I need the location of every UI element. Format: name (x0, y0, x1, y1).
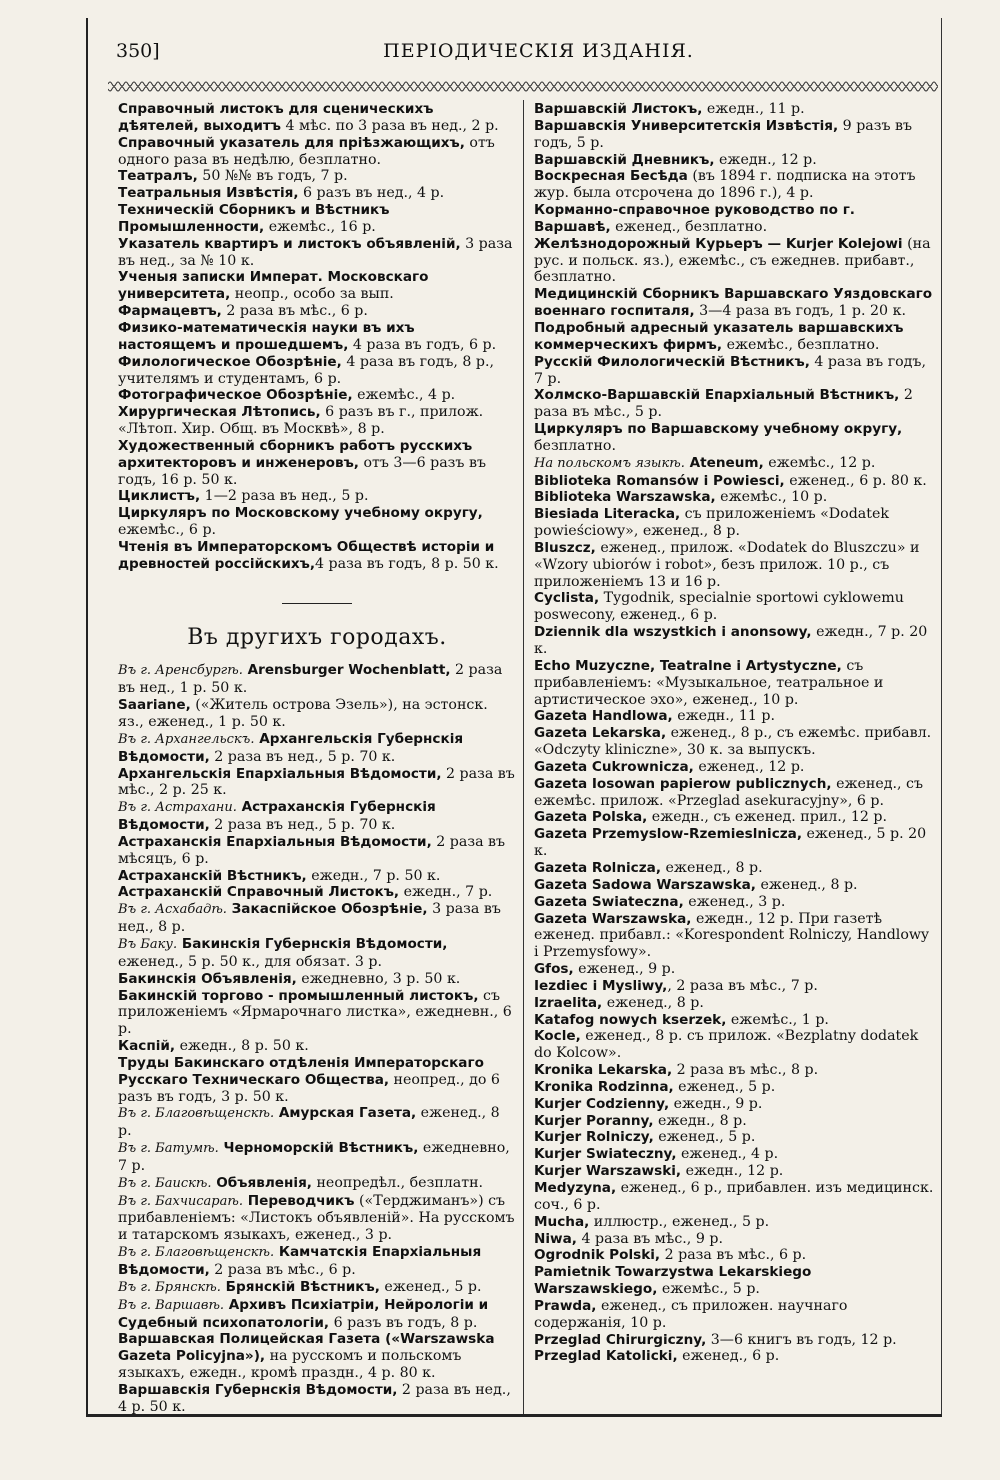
entry-details: 2 раза въ нед., 1 р. 50 к. (118, 662, 503, 697)
entry-details: 9 разъ въ годъ, 5 р. (534, 117, 913, 151)
entry (118, 868, 516, 885)
entry (118, 539, 516, 573)
entry-details: 4 раза въ годъ, 6 р. (348, 336, 497, 353)
entry-title: Циркуляръ по Московскому учебному округу, (118, 505, 483, 522)
entry-title: Объявленія, (211, 1174, 312, 1191)
entry-details: 2 раза въ мѣс., 8 р. (672, 1062, 819, 1079)
entry (118, 662, 516, 697)
entry-title: Театральныя Извѣстія, (118, 185, 299, 202)
entry (534, 236, 936, 287)
entry-title: Gazeta Handlowa, (534, 708, 673, 725)
entry-title: Echo Muzyczne, Teatralne i Artystyczne, (534, 657, 842, 674)
entry (118, 1038, 516, 1055)
entry-details: еженед., 6 р. 80 к. (784, 472, 927, 489)
entry-title: Астраханскія Губернскія Вѣдомости, (118, 799, 436, 834)
entry-title: Медицинскій Сборникъ Варшавскаго Уяздовскаго военнаго госпиталя, (534, 286, 933, 320)
entry-location: Въ г. Бахчисараѣ. (118, 1193, 243, 1209)
entry (118, 1175, 516, 1193)
entry (118, 971, 516, 988)
entry (534, 1129, 936, 1146)
entry-details: еженед., 8 р. (755, 876, 858, 893)
entry-details: отъ 3—6 разъ въ годъ, 16 р. 50 к. (118, 454, 486, 488)
entry (534, 708, 936, 725)
entry-details: ежемѣс., безплатно. (722, 336, 880, 353)
entry-details: еженед., безплатно. (610, 218, 768, 235)
entry (118, 731, 516, 766)
entry (534, 421, 936, 455)
entry-title: Астраханскій Вѣстникъ, (118, 867, 307, 884)
entry-details: 2 раза въ мѣс., 2 р. 25 к. (118, 765, 515, 799)
entry (534, 1231, 936, 1248)
entry-details: еженед., 6 р. (677, 1348, 780, 1365)
entry-details: 2 раза въ мѣс., 5 р. (534, 387, 913, 421)
entry-title: Театралъ, (118, 168, 198, 185)
entry-location: Въ г. Благовѣщенскѣ. (118, 1245, 275, 1261)
entry-details: еженед., 8 р., съ ежемѣс. прибавл. «Odczyty kliniczne», 30 к. за выпускъ. (534, 725, 932, 759)
entries-list-moscow (118, 101, 516, 573)
entry (534, 860, 936, 877)
entry-title: Варшавскія Губернскія Вѣдомости, (118, 1381, 398, 1398)
entry (534, 658, 936, 709)
entry (534, 320, 936, 354)
entry-title: Gazeta Przemyslow-Rzemieslnicza, (534, 826, 803, 843)
entry-details: 1—2 раза въ нед., 5 р. (200, 488, 369, 505)
entry-title: Бакинскія Губернскія Вѣдомости, (177, 935, 448, 952)
entry (534, 978, 936, 995)
column-divider (523, 100, 524, 1416)
entry-title: Архивъ Психіатріи, Нейрологіи и Судебный психопатологіи, (118, 1296, 489, 1331)
entry-title: Kurjer Warszawski, (534, 1163, 682, 1180)
entry-details: ежедн., 7 р. 20 к. (534, 624, 928, 657)
entry-details: ежедн., 11 р. (702, 101, 805, 117)
entry-title: Cyclista, (534, 590, 600, 607)
entry (118, 884, 516, 901)
entry (118, 438, 516, 489)
entry-details: 2 раза въ нед., 5 р. 70 к. (209, 748, 396, 765)
entry-details: ежемѣс., 5 р. (657, 1281, 760, 1298)
entry-location: Въ г. Аренсбургѣ. (118, 663, 243, 679)
entry (534, 911, 936, 962)
entry (534, 152, 936, 169)
entry (534, 168, 936, 202)
entry-title: Prawda, (534, 1297, 597, 1314)
entry-title: Закаспійское Обозрѣніе, (226, 901, 428, 918)
entry (534, 387, 936, 421)
entry-title: Medyzyna, (534, 1180, 617, 1196)
entry-title: Dziennik dla wszystkich i anonsowy, (534, 624, 812, 641)
entry-details: еженед., 12 р. (693, 758, 805, 775)
entry-location: Въ Баку. (118, 936, 178, 952)
entry-title: Biblioteka Romansów i Powiesci, (534, 472, 785, 489)
right-column (534, 101, 936, 1365)
entry-title: Iezdiec i Mysliwy, (534, 977, 668, 994)
entry-title: Желѣзнодорожный Курьеръ — Kurjer Kolejowi (534, 235, 903, 252)
bottom-rule (86, 1414, 942, 1417)
entry-title: Техническій Сборникъ и Вѣстникъ Промышленности, (118, 202, 390, 235)
entry-title: Kronika Lekarska, (534, 1062, 673, 1079)
entry (118, 936, 516, 971)
entry-details: еженед., съ приложен. научнаго содержанія, 10 р. (534, 1297, 848, 1331)
entry-details: («Терджиманъ») съ прибавленіемъ: «Листокъ объявленій». На русскомъ и татарскомъ языкахъ, еженед., 3 р. (118, 1192, 515, 1244)
entry-details: 3 раза въ нед., 8 р. (118, 901, 501, 936)
entry-details: еженед., 8 р. (118, 1105, 500, 1140)
entry (534, 776, 936, 810)
entry-title: Циклистъ, (118, 488, 201, 505)
entry (534, 1012, 936, 1029)
entry-title: Mucha, (534, 1213, 590, 1230)
entry (118, 834, 516, 868)
entry-details: ежемѣс., 1 р. (726, 1011, 829, 1028)
entry (534, 540, 936, 591)
entry-title: Каспій, (118, 1038, 176, 1055)
entry-location: На польскомъ языкѣ. (534, 455, 685, 471)
entry-details: еженед., 8 р. съ прилож. «Bezplatny dodatek do Kolcow». (534, 1028, 919, 1062)
entry-title: Arensburger Wochenblatt, (242, 662, 451, 679)
entry-details: отъ одного раза въ недѣлю, безплатно. (118, 134, 495, 168)
entry-title: Biblioteka Warszawska, (534, 489, 716, 506)
entry-title: Переводчикъ (243, 1192, 355, 1209)
entry (534, 1146, 936, 1163)
entry-location: Въ г. Асхабадѣ. (118, 902, 227, 918)
entry-title: Gfos, (534, 961, 574, 978)
entries-list-warsaw (534, 101, 936, 1365)
entry-title: Saariane, (118, 697, 191, 714)
entry-title: Варшавскій Дневникъ, (534, 151, 715, 168)
entry (118, 135, 516, 169)
entry-details: еженед., прилож. «Dodatek do Bluszczu» и «Wzory ubiorów i robot», безъ прилож. 10 р., съ приложеніемъ 13 и 16 р. (534, 539, 920, 590)
entry-details: ежедн., 11 р. (672, 708, 775, 725)
entry-location: Въ г. Варшавѣ. (118, 1297, 225, 1313)
entry (534, 894, 936, 911)
entry (534, 826, 936, 860)
entry-title: Бакинскій торгово - промышленный листокъ, (118, 987, 479, 1004)
entry-title: Przeglad Chirurgiczny, (534, 1331, 707, 1348)
entry (534, 877, 936, 894)
entry-title: Справочный листокъ для сценическихъ дѣятелей, выходитъ (118, 101, 434, 134)
entry-details: неопр., особо за вып. (230, 286, 394, 303)
entry-title: Труды Бакинскаго отдѣленія Императорскаго Русскаго Техническаго Общества, (118, 1054, 484, 1088)
entry-details: ежедн., 9 р. (669, 1095, 763, 1112)
entry-details: ежедн., 12 р. (681, 1163, 784, 1180)
entry-title: Бакинскія Объявленія, (118, 970, 297, 987)
entry-details: ежедн., 8 р. (653, 1112, 747, 1129)
entry (534, 1028, 936, 1062)
entry-details: 3 раза въ нед., за № 10 к. (118, 235, 513, 269)
entry (118, 1279, 516, 1297)
entry-details: съ приложеніемъ «Ярмарочнаго листка», ежедневн., 6 р. (118, 987, 512, 1038)
entry-details: 4 раза въ годъ, 7 р. (534, 353, 926, 387)
entry-title: Biesiada Literacka, (534, 506, 681, 523)
entry-title: Kurjer Swiateczny, (534, 1146, 677, 1163)
entry-details: 3—6 книгъ въ годъ, 12 р. (706, 1331, 897, 1348)
entry (534, 1096, 936, 1113)
entry-title: Указатель квартиръ и листокъ объявленій, (118, 235, 461, 252)
entry-details: еженед., съ ежемѣс. прилож. «Przeglad asekuracyjny», 6 р. (534, 775, 924, 809)
entry-title: Gazeta Polska, (534, 809, 648, 826)
entry-location: Въ г. Благовѣщенскѣ. (118, 1106, 275, 1122)
entry (534, 1332, 936, 1349)
entry-details: (на рус. и польск. яз.), ежемѣс., съ ежеднев. прибавт., безплатно. (534, 235, 931, 286)
entry-details: еженед., 4 р. (676, 1146, 779, 1163)
entry (534, 1180, 936, 1214)
entry-title: Przeglad Katolicki, (534, 1348, 678, 1365)
entry (118, 1382, 516, 1416)
entry (118, 1105, 516, 1140)
entry-title: Астраханскія Епархіальныя Вѣдомости, (118, 833, 432, 850)
entry-details: 6 разъ въ годъ, 8 р. (329, 1314, 478, 1331)
entry-title: Gazeta Warszawska, (534, 910, 692, 927)
entry (534, 101, 936, 118)
entry-title: Варшавскія Университетскія Извѣстія, (534, 117, 839, 134)
entry-details: 2 раза въ нед., 5 р. 70 к. (209, 817, 396, 834)
entry (118, 488, 516, 505)
entry-details: ежедн., съ еженед. прил., 12 р. (647, 809, 887, 826)
entry (534, 1079, 936, 1096)
entry-details: съ приложеніемъ «Dodatek powieściowy», еженед., 8 р. (534, 506, 889, 540)
entry (534, 1264, 936, 1298)
entry-details: еженед., 3 р. (683, 893, 786, 910)
entry (118, 1193, 516, 1245)
entry-title: Корманно-справочное руководство по г. Варшавѣ, (534, 202, 855, 235)
entry-title: Хирургическая Лѣтопись, (118, 404, 321, 421)
entry-details: 2 раза въ мѣсяцъ, 6 р. (118, 833, 506, 867)
entry-title: Kurjer Rolniczy, (534, 1129, 654, 1146)
entry (118, 387, 516, 404)
entry-title: Gazeta Sadowa Warszawska, (534, 876, 756, 893)
section-divider (282, 603, 352, 604)
entry-details: иллюстр., еженед., 5 р. (589, 1213, 770, 1230)
entry-title: Gazeta Cukrownicza, (534, 758, 694, 775)
entry-details: 4 раза въ мѣс., 9 р. (576, 1230, 723, 1247)
entry-title: Kurjer Poranny, (534, 1112, 654, 1129)
entry (534, 489, 936, 506)
entry-title: Kocle, (534, 1028, 581, 1045)
entry-details: 4 раза въ годъ, 8 р., учителямъ и студентамъ, 6 р. (118, 353, 495, 387)
entry (118, 1297, 516, 1332)
entry (118, 236, 516, 270)
entry-location: Въ г. Астрахани. (118, 800, 237, 816)
entry (118, 320, 516, 354)
entry (534, 1163, 936, 1180)
entry-details: ежемѣс., 16 р. (264, 218, 376, 235)
entry (118, 1331, 516, 1382)
entry-title: Черноморскій Вѣстникъ, (218, 1140, 419, 1157)
entry-details: ежемѣс., 12 р. (763, 454, 876, 471)
entry-location: Въ г. Архангельскъ. (118, 731, 255, 747)
entry (534, 624, 936, 658)
entry (118, 101, 516, 135)
entry-title: Gazeta Iosowan papierow publicznych, (534, 775, 832, 792)
entry-title: Фармацевтъ, (118, 303, 222, 320)
entry-details: ежедневно, 7 р. (118, 1140, 510, 1174)
entry-details: 6 разъ въ нед., 4 р. (298, 185, 445, 202)
entry-title: Брянскій Вѣстникъ, (220, 1278, 380, 1295)
entry-title: Ученыя записки Императ. Московскаго университета, (118, 269, 429, 303)
entry-details: еженед., 6 р., прибавлен. изъ медицинск. соч., 6 р. (534, 1180, 934, 1213)
entry (534, 1214, 936, 1231)
entry-title: Амурская Газета, (274, 1105, 417, 1122)
entry-details: 4 раза въ годъ, 8 р. 50 к. (315, 555, 499, 572)
entry (534, 354, 936, 388)
entry (118, 799, 516, 834)
entry-details: съ прибавленіемъ: «Музыкальное, театральное и артистическое эхо», еженед., 10 р. (534, 657, 884, 708)
entry-title: Ogrodnik Polski, (534, 1247, 661, 1264)
entry-details: 2 раза въ нед., 4 р. 50 к. (118, 1381, 511, 1415)
entry-title: Циркуляръ по Варшавскому учебному округу, (534, 421, 903, 438)
entries-list-other-cities (118, 662, 516, 1415)
entry (118, 269, 516, 303)
entry (118, 354, 516, 388)
entry (118, 1055, 516, 1106)
entry (534, 725, 936, 759)
entry-title: Русскій Филологическій Вѣстникъ, (534, 353, 810, 370)
entry-title: Фотографическое Обозрѣніе, (118, 387, 353, 404)
entry-title: Архангельскія Епархіальныя Вѣдомости, (118, 765, 442, 782)
entry (534, 1247, 936, 1264)
entry (534, 455, 936, 473)
entry-title: Астраханскій Справочный Листокъ, (118, 884, 400, 901)
entry-title: Kurjer Codzienny, (534, 1095, 670, 1112)
page-header (116, 40, 931, 74)
entry (534, 202, 936, 236)
entry (534, 118, 936, 152)
entry-details: еженед., 9 р. (573, 961, 676, 978)
entry-details: 3—4 раза въ годъ, 1 р. 20 к. (694, 303, 906, 320)
entry-title: Архангельскія Губернскія Вѣдомости, (118, 730, 464, 765)
entry-title: Воскресная Бесѣда (534, 168, 688, 185)
entry (534, 809, 936, 826)
entry-title: Izraelita, (534, 994, 603, 1011)
entry-details: еженед., 8 р. (660, 859, 763, 876)
entry (534, 506, 936, 540)
entry-title: Чтенія въ Императорскомъ Обществѣ исторіи и древностей россійскихъ, (118, 538, 495, 572)
entry-details: 2 раза въ мѣс., 6 р. (221, 303, 368, 320)
entry-details: ежедн., 12 р. При газетѣ еженед. прибавл.: «Korespondent Rolniczy, Handlowy i Przemysfowy». (534, 910, 930, 961)
entry-title: Варшавскій Листокъ, (534, 101, 703, 117)
entry-title: Камчатскія Епархіальныя Вѣдомости, (118, 1244, 482, 1278)
entry-details: 50 №№ въ годъ, 7 р. (197, 168, 348, 185)
entry-title: Kronika Rodzinna, (534, 1078, 674, 1095)
entry-title: Филологическое Обозрѣніе, (118, 353, 342, 370)
entry-title: Подробный адресный указатель варшавскихъ коммерческихъ фирмъ, (534, 319, 904, 353)
entry-details: еженед., 8 р. (602, 994, 704, 1011)
entry (118, 1244, 516, 1279)
entry (534, 286, 936, 320)
entry-details: еженед., 5 р. (379, 1278, 482, 1295)
entry (534, 1113, 936, 1130)
entry (534, 961, 936, 978)
entry (118, 202, 516, 236)
entry (118, 303, 516, 320)
entry-details: ежемѣс., 10 р. (715, 489, 828, 506)
entry-details: 2 раза въ мѣс., 6 р. (660, 1247, 807, 1264)
entry (118, 404, 516, 438)
entry-title: Ateneum, (684, 454, 764, 471)
entry-details: ежедневно, 3 р. 50 к. (296, 970, 461, 987)
entry (118, 168, 516, 185)
entry-title: Gazeta Swiateczna, (534, 893, 684, 910)
entry-details: еженед., 5 р. (653, 1129, 756, 1146)
entry-title: Katafog nowych kserzek, (534, 1011, 727, 1028)
entry-title: Gazeta Rolnicza, (534, 859, 661, 876)
left-column (118, 101, 516, 1416)
entry-details: ежедн., 12 р. (714, 151, 817, 168)
entry (534, 473, 936, 490)
entry-details: безплатно. (534, 437, 616, 454)
wavy-rule (108, 74, 938, 100)
entry-details: еженед., 5 р. 50 к., для обязат. 3 р. (118, 953, 382, 970)
entry (118, 1140, 516, 1175)
entry-location: Въ г. Батумѣ. (118, 1141, 219, 1157)
entry-details: ежемѣс., 6 р. (118, 522, 217, 539)
entry-details: ежедн., 7 р. (399, 884, 493, 901)
entry-title: Варшавская Полицейская Газета («Warszawska Gazeta Policyjna»), (118, 1331, 495, 1365)
entry-details: еженед., 5 р. 20 к. (534, 826, 927, 860)
entry-details: Tygodnik, specialnie sportowi cyklowemu poswecony, еженед., 6 р. (534, 590, 904, 624)
entry (118, 697, 516, 731)
entry-details: ежедн., 8 р. 50 к. (175, 1038, 309, 1055)
entry-title: Физико-математическія науки въ ихъ настоящемъ и прошедшемъ, (118, 319, 415, 353)
entry (534, 1062, 936, 1079)
entry-details: еженед., 5 р. (673, 1078, 776, 1095)
entry-location: Въ г. Брянскѣ. (118, 1279, 221, 1295)
entry-details: на русскомъ и польскомъ языкахъ, ежедн., кромѣ праздн., 4 р. 80 к. (118, 1348, 462, 1382)
entry-details: (въ 1894 г. подписка на этотъ жур. была отсрочена до 1896 г.), 4 р. (534, 168, 916, 202)
entry (534, 995, 936, 1012)
entry-title: Холмско-Варшавскій Епархіальный Вѣстникъ, (534, 387, 900, 404)
entry-title: Gazeta Lekarska, (534, 725, 667, 742)
entry (534, 759, 936, 776)
running-title: ПЕРІОДИЧЕСКІЯ ИЗДАНІЯ. (383, 40, 694, 62)
entry-title: Художественный сборникъ работъ русскихъ архитекторовъ и инженеровъ, (118, 437, 473, 471)
entry (118, 901, 516, 936)
entry-details: неопред., до 6 разъ въ годъ, 3 р. 50 к. (118, 1071, 500, 1105)
section-title: Въ другихъ городахъ. (187, 624, 447, 650)
page-number: 350] (116, 40, 160, 62)
entry-title: Pamietnik Towarzystwa Lekarskiego Warszawskiego, (534, 1264, 812, 1298)
entry (118, 505, 516, 539)
entry (118, 766, 516, 800)
entry-details: 2 раза въ мѣс., 6 р. (209, 1262, 356, 1278)
page-frame (86, 18, 942, 1416)
entry (534, 1348, 936, 1365)
entry-details: неопредѣл., безплатн. (311, 1174, 484, 1191)
entry (534, 1298, 936, 1332)
entry-details: 4 мѣс. по 3 раза въ нед., 2 р. (281, 117, 499, 134)
entry-location: Въ г. Бauскѣ. (118, 1175, 212, 1191)
entry-details: («Житель острова Эзель»), на эстонск. яз., еженед., 1 р. 50 к. (118, 697, 488, 730)
entry (118, 185, 516, 202)
entry-details: ежедн., 7 р. 50 к. (306, 867, 441, 884)
entry-details: 6 разъ въ г., прилож. «Лѣтоп. Хир. Общ. въ Москвѣ», 8 р. (118, 404, 484, 438)
entry (118, 988, 516, 1039)
entry-details: , 2 раза въ мѣс., 7 р. (667, 977, 818, 994)
entry-title: Bluszcz, (534, 539, 596, 556)
entry-title: Справочный указатель для пріѣзжающихъ, (118, 134, 465, 151)
entry (534, 590, 936, 624)
entry-details: ежемѣс., 4 р. (352, 387, 456, 404)
entry-title: Niwa, (534, 1230, 577, 1247)
